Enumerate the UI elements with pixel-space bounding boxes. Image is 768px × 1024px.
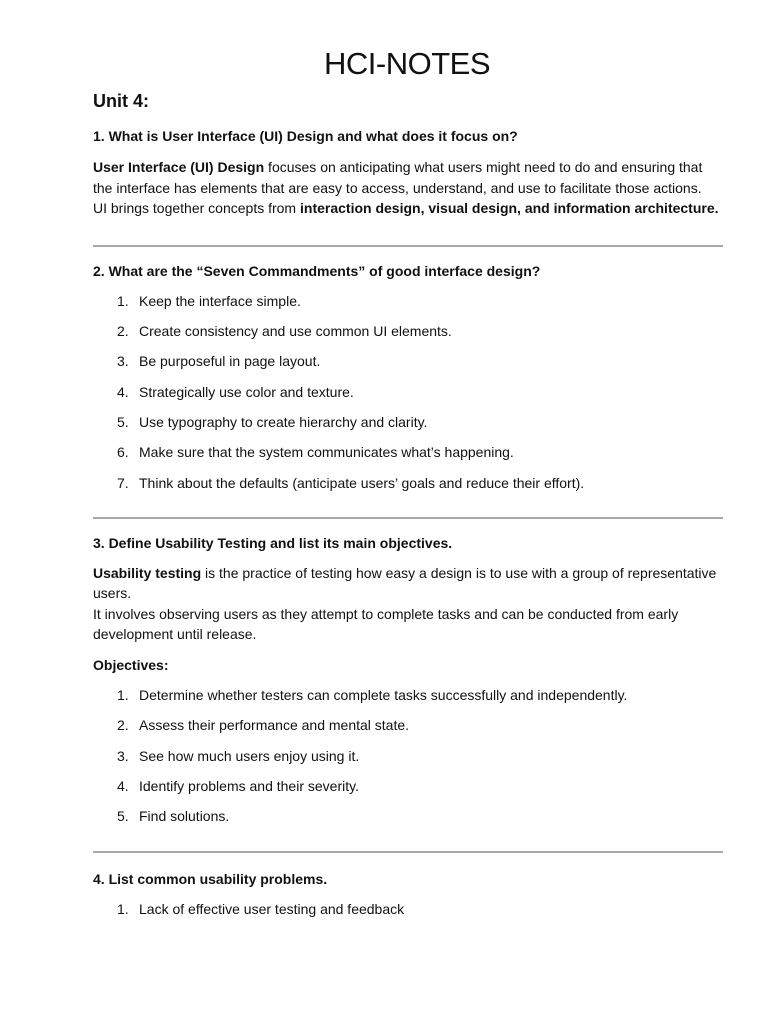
list-item-number: 2.: [117, 322, 129, 339]
list-item-number: 4.: [117, 778, 129, 795]
list-item-number: 3.: [117, 353, 129, 370]
document-body: [93, 90, 723, 919]
list-item-text: Be purposeful in page layout.: [139, 353, 321, 370]
list-item-text: Determine whether testers can complete tasks successfully and independently.: [139, 686, 628, 703]
list-item-text: Strategically use color and texture.: [139, 383, 354, 400]
list-item: [93, 321, 723, 341]
list-item: [93, 442, 723, 462]
section-2: [93, 261, 723, 493]
section-1-term: User Interface (UI) Design: [93, 159, 265, 175]
list-item-text: Assess their performance and mental state.: [139, 717, 410, 734]
section-1: [93, 126, 723, 219]
list-item-text: Keep the interface simple.: [139, 292, 301, 309]
list-item-text: Use typography to create hierarchy and clarity.: [139, 414, 428, 431]
unit-heading: Unit 4:: [93, 91, 149, 111]
section-3-question: 3. Define Usability Testing and list its main objectives.: [93, 534, 453, 551]
list-item-number: 1.: [117, 292, 129, 309]
list-item: [93, 291, 723, 311]
section-1-p2-start: UI brings together concepts from: [93, 200, 300, 216]
section-1-question: 1. What is User Interface (UI) Design and what does it focus on?: [93, 128, 518, 144]
section-divider: [93, 245, 723, 247]
list-item: [93, 715, 723, 735]
list-item: [93, 776, 723, 796]
list-item-text: See how much users enjoy using it.: [139, 747, 360, 764]
list-item: [93, 806, 723, 826]
section-3-paragraph-1: [93, 563, 723, 604]
list-item-text: Identify problems and their severity.: [139, 778, 359, 795]
list-item: [93, 746, 723, 766]
section-1-paragraph-2: [93, 198, 723, 219]
list-item-number: 7.: [117, 474, 129, 491]
commandments-list: [93, 291, 723, 493]
list-item: [93, 382, 723, 402]
section-2-question: 2. What are the “Seven Commandments” of good interface design?: [93, 262, 541, 279]
list-item: [93, 351, 723, 371]
list-item-number: 1.: [117, 901, 129, 918]
list-item-number: 1.: [117, 686, 129, 703]
list-item-text: Create consistency and use common UI elements.: [139, 322, 452, 339]
list-item-text: Make sure that the system communicates what’s happening.: [139, 444, 514, 461]
list-item: [93, 412, 723, 432]
section-1-definition: focuses on anticipating what users might need to do and ensuring that the interface has elements that are easy to access, understand, and use to facilitate those actions.: [93, 159, 703, 196]
list-item-text: Find solutions.: [139, 808, 230, 825]
section-3: [93, 533, 723, 827]
section-4-question: 4. List common usability problems.: [93, 871, 328, 888]
section-divider: [93, 517, 723, 519]
list-item-number: 3.: [117, 747, 129, 764]
list-item-number: 5.: [117, 414, 129, 431]
list-item-text: Lack of effective user testing and feedback: [139, 901, 405, 918]
list-item: [93, 899, 723, 919]
list-item-number: 2.: [117, 717, 129, 734]
section-divider: [93, 851, 723, 853]
section-1-paragraph-1: [93, 157, 723, 198]
list-item-number: 4.: [117, 383, 129, 400]
objectives-list: [93, 685, 723, 827]
section-3-term: Usability testing: [93, 564, 202, 581]
list-item-text: Think about the defaults (anticipate users’ goals and reduce their effort).: [139, 474, 585, 491]
objectives-label: Objectives:: [93, 656, 169, 673]
section-3-paragraph-2: It involves observing users as they attempt to complete tasks and can be conducted from early development until release.: [93, 605, 679, 643]
usability-problems-list: [93, 899, 723, 919]
section-3-definition: is the practice of testing how easy a design is to use with a group of representative users.: [93, 564, 717, 602]
section-1-p2-concepts: interaction design, visual design, and information architecture.: [300, 200, 719, 216]
section-4: [93, 869, 723, 919]
list-item-number: 6.: [117, 444, 129, 461]
list-item: [93, 473, 723, 493]
list-item-number: 5.: [117, 808, 129, 825]
document-title: HCI-NOTES: [324, 46, 490, 81]
list-item: [93, 685, 723, 705]
